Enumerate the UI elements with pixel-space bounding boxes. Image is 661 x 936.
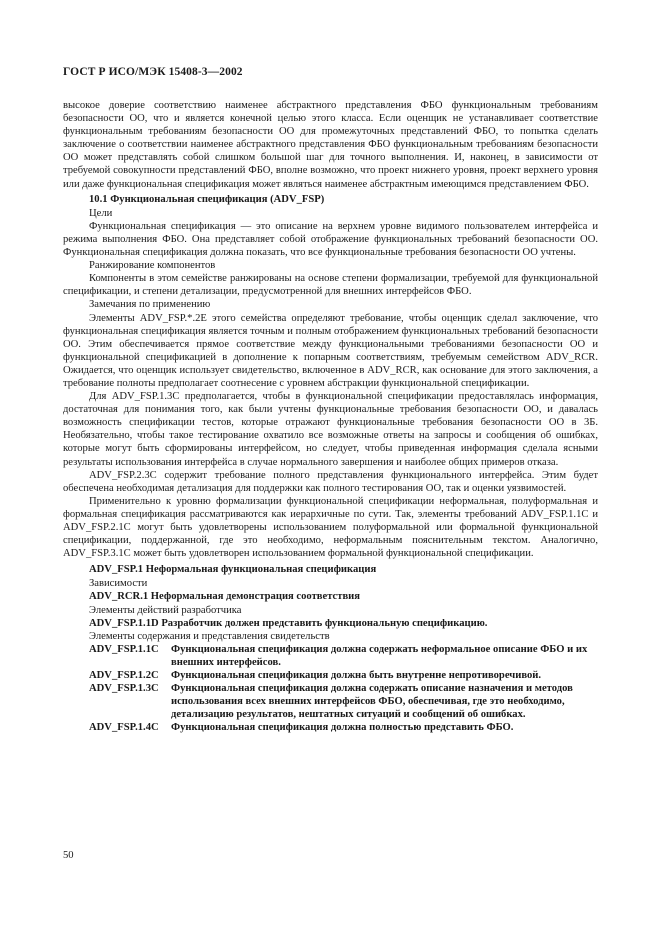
ranking-label: Ранжирование компонентов bbox=[89, 260, 216, 272]
document-header: ГОСТ Р ИСО/МЭК 15408-3—2002 bbox=[63, 66, 243, 78]
notes-paragraph-1: Элементы ADV_FSP.*.2E этого семейства определяют требование, чтобы оценщик сделал заключение, что функциональная спецификация является точным и полным отображением функциональных требований безопасности ОО. Этим обеспечивается прямое соответствие между функциональными требованиями безопасности ОО и функциональной спецификацией в дополнение к попарным соответствиям, требуемым семейством ADV_RCR. Ожидается, что оценщик использует свидетельство, включенное в ADV_RCR, как основание для этого заключения, а требование полноты предполагает соотнесение с уровнем абстракции функциональной спецификации. bbox=[63, 312, 598, 389]
ranking-paragraph: Компоненты в этом семействе ранжированы на основе степени формализации, требуемой для функциональной спецификации, и степени детализации, предусмотренной для внешних интерфейсов ФБО. bbox=[63, 273, 598, 298]
dependencies-label: Зависимости bbox=[89, 578, 148, 590]
element-text: Функциональная спецификация должна содержать неформальное описание ФБО и их внешних интерфейсов. bbox=[171, 643, 588, 668]
element-text: Функциональная спецификация должна быть внутренне непротиворечивой. bbox=[171, 670, 542, 682]
element-code: ADV_FSP.1.1D bbox=[89, 617, 159, 629]
element-code: ADV_FSP.1.4C bbox=[89, 722, 159, 734]
content-element-item bbox=[89, 721, 598, 734]
element-text: Функциональная спецификация должна содержать описание назначения и методов использования всех внешних интерфейсов ФБО, обеспечивая, где это необходимо, детализацию результатов, нештатных ситуаций и сообщений об ошибках. bbox=[171, 683, 573, 721]
section-title: 10.1 Функциональная спецификация (ADV_FSP) bbox=[89, 193, 325, 205]
element-code: ADV_FSP.1.2C bbox=[89, 670, 159, 682]
dev-action-item bbox=[89, 617, 598, 630]
content-element-item bbox=[89, 643, 598, 669]
goals-label: Цели bbox=[89, 207, 113, 219]
goals-paragraph: Функциональная спецификация — это описание на верхнем уровне видимого пользователем интерфейса и режима выполнения ФБО. Она представляет собой отображение функциональных требований безопасности ОО. Функциональная спецификация должна показать, что все функциональные требования безопасности ОО учтены. bbox=[63, 220, 598, 259]
content-element-item bbox=[89, 669, 598, 682]
dependency-item: ADV_RCR.1 Неформальная демонстрация соответствия bbox=[89, 591, 361, 603]
page-number: 50 bbox=[63, 850, 74, 861]
dev-actions-label: Элементы действий разработчика bbox=[89, 604, 242, 616]
content-element-item bbox=[89, 682, 598, 721]
element-code: ADV_FSP.1.3C bbox=[89, 683, 159, 695]
notes-paragraph-4: Применительно к уровню формализации функциональной спецификации неформальная, полуформальная и формальная спецификация рассматриваются как иерархичные по сути. Так, элементы требований ADV_FSP.1.1C и ADV_FSP.2.1C могут быть удовлетворены использованием полуформальной или формальной функциональной спецификации, поддержанной, где это необходимо, неформальным пояснительным текстом. Аналогично, ADV_FSP.3.1C может быть удовлетворен использованием формальной функциональной спецификации. bbox=[63, 495, 598, 560]
notes-paragraph-2: Для ADV_FSP.1.3C предполагается, чтобы в функциональной спецификации предоставлялась информация, достаточная для понимания того, как были учтены функциональные требования безопасности ОО, и давалась возможность спецификации тестов, которые отражают функциональные требования безопасности ОО в 3Б. Необязательно, чтобы такое тестирование охватило все возможные ответы на запросы и сообщения об ошибках, которые могут быть сформированы интерфейсом, но следует, чтобы приведенная информация сделала ясными результаты использования интерфейса в случае нормального завершения и наиболее общих примеров отказа. bbox=[63, 391, 598, 468]
element-text: Разработчик должен представить функциональную спецификацию. bbox=[161, 617, 488, 629]
element-text: Функциональная спецификация должна полностью представить ФБО. bbox=[171, 722, 514, 734]
notes-label: Замечания по применению bbox=[89, 299, 211, 311]
element-code: ADV_FSP.1.1C bbox=[89, 643, 159, 655]
notes-paragraph-3: ADV_FSP.2.3C содержит требование полного представления функционального интерфейса. Этим будет обеспечена необходимая детализация для поддержки как полного тестирования ОО, так и оценки уязвимостей. bbox=[63, 469, 598, 494]
component-title: ADV_FSP.1 Неформальная функциональная спецификация bbox=[89, 564, 377, 576]
content-label: Элементы содержания и представления свидетельств bbox=[89, 630, 330, 642]
document-body bbox=[63, 99, 598, 735]
intro-paragraph: высокое доверие соответствию наименее абстрактного представления ФБО функциональным требованиям безопасности ОО, что и является конечной целью этого класса. Если оценщик не устанавливает соответствие функциональным требованиям безопасности ОО для промежуточных представлений ФБО, то попытка сделать заключение о соответствии наименее абстрактного представления ФБО функциональным требованиям безопасности ОО может представлять собой слишком большой шаг для точного выполнения. И, наконец, в зависимости от требуемой совокупности представлений ФБО, вполне возможно, что проект нижнего уровня, проект верхнего уровня или даже функциональная спецификация может являться наименее абстрактным имеющимся представлением ФБО. bbox=[63, 100, 598, 190]
